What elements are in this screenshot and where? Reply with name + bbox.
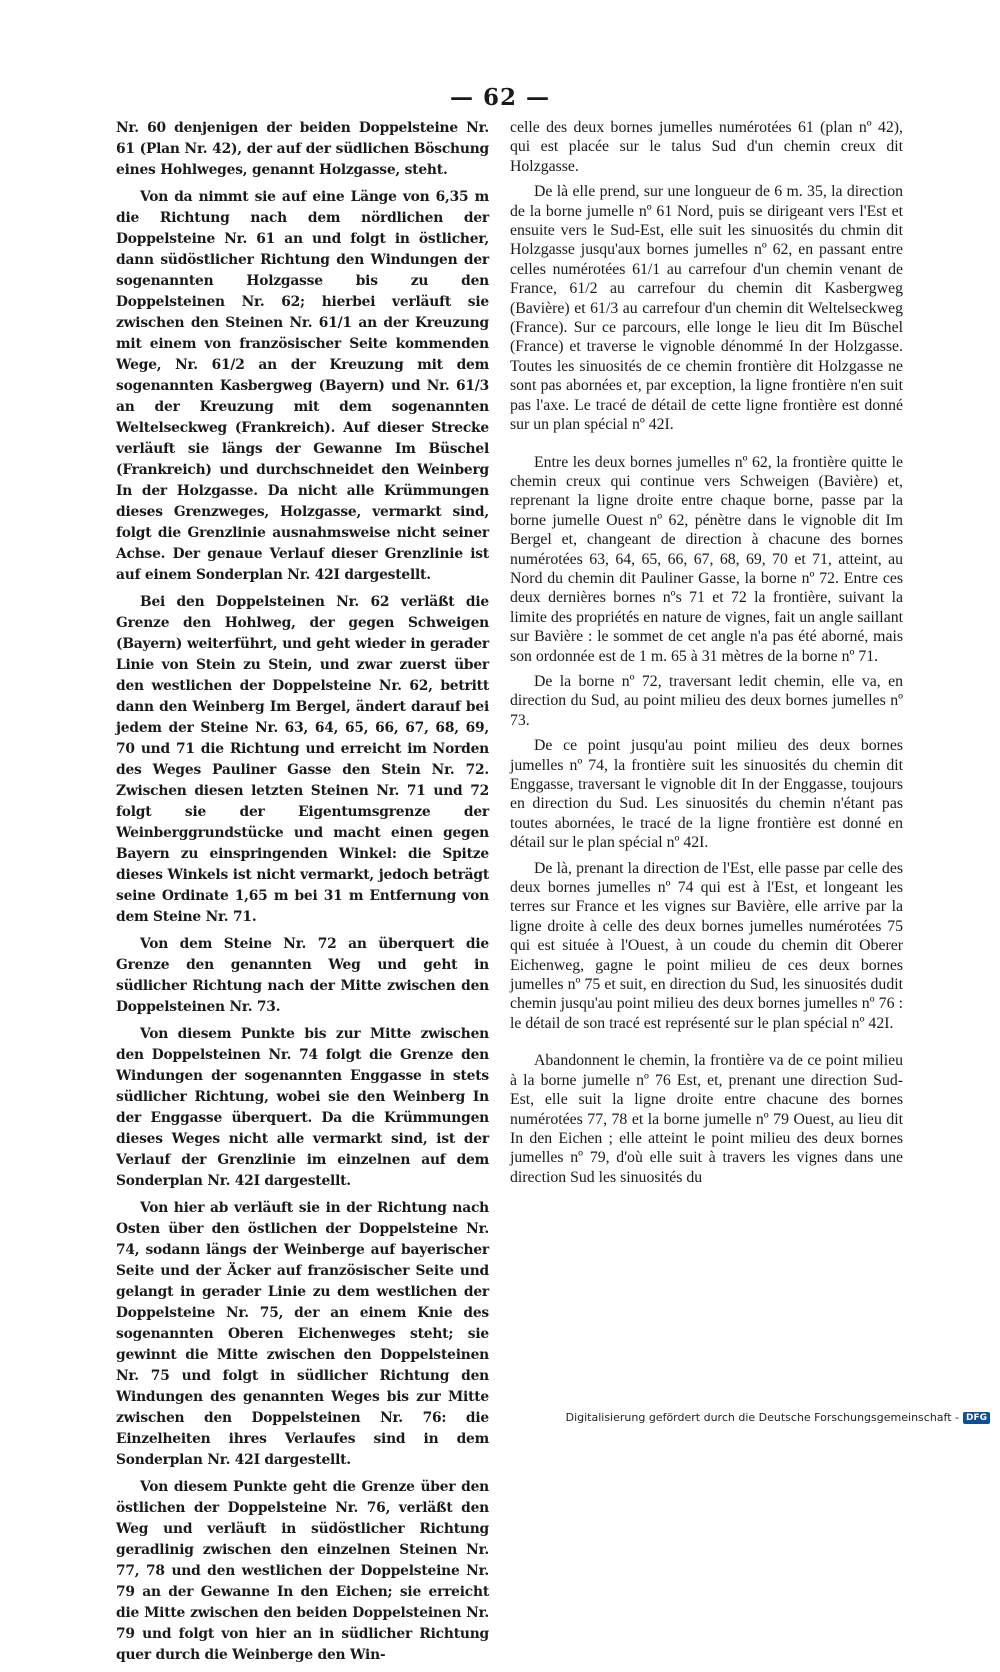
german-paragraph: Von diesem Punkte geht die Grenze über den östlichen der Doppelsteine Nr. 76, verläßt den Weg und verläuft in südöstlicher Richtung geradlinig zwischen den einzelnen Steinen Nr. 77, 78 und den westlichen der Doppelsteine Nr. 79 an der Gewanne In den Eichen; sie erreicht die Mitte zwischen den beiden Doppelsteinen Nr. 79 und folgt von hier an in südlicher Richtung quer durch die Weinberge den Win- bbox=[116, 1479, 489, 1663]
french-paragraph: De ce point jusqu'au point milieu des deux bornes jumelles nº 74, la frontière suit les sinuosités du chemin dit Enggasse, traversant le vignoble dit In der Enggasse, toujours en direction du Sud. Les sinuosités du chemin n'étant pas toutes abornées, le tracé de la ligne frontière est donné en détail sur le plan spécial nº 42I. bbox=[510, 737, 903, 852]
page-number: — 62 — bbox=[449, 84, 551, 111]
french-column bbox=[510, 118, 903, 1193]
german-paragraph: Bei den Doppelsteinen Nr. 62 verläßt die Grenze den Hohlweg, der gegen Schweigen (Bayern) weiterführt, und geht wieder in gerader Linie von Stein zu Stein, und zwar zuerst über den westlichen der Doppelsteine Nr. 62, betritt dann den Weinberg Im Bergel, ändert darauf bei jedem der Steine Nr. 63, 64, 65, 66, 67, 68, 69, 70 und 71 die Richtung und erreicht im Norden des Weges Pauliner Gasse den Stein Nr. 72. Zwischen diesen letzten Steinen Nr. 71 und 72 folgt sie der Eigentumsgrenze der Weinberggrundstücke und macht einen gegen Bayern zu einspringenden Winkel: die Spitze dieses Winkels ist nicht vermarkt, jedoch beträgt seine Ordinate 1,65 m bei 31 m Entfernung von dem Steine Nr. 71. bbox=[116, 594, 489, 925]
french-paragraph: De la borne nº 72, traversant ledit chemin, elle va, en direction du Sud, au point milieu des deux bornes jumelles nº 73. bbox=[510, 672, 903, 729]
german-paragraph: Von diesem Punkte bis zur Mitte zwischen den Doppelsteinen Nr. 74 folgt die Grenze den Windungen der sogenannten Enggasse in stets südlicher Richtung, wobei sie den Weinberg In der Enggasse überquert. Da die Krümmungen dieses Weges nicht alle vermarkt sind, ist der Verlauf der Grenzlinie im einzelnen auf dem Sonderplan Nr. 42I dargestellt. bbox=[116, 1026, 489, 1189]
french-paragraph: De là elle prend, sur une longueur de 6 m. 35, la direction de la borne jumelle nº 61 Nord, puis se dirigeant vers l'Est et ensuite vers le Sud-Est, elle suit les sinuosités du chmin dit Holzgasse jusqu'aux bornes jumelles nº 62, en passant entre celles numérotées 61/1 au carrefour d'un chemin venant de France, 61/2 au carrefour du chemin dit Kasbergweg (Bavière) et 61/3 au carrefour d'un chemin dit Weltelseckweg (France). Sur ce parcours, elle longe le lieu dit Im Büschel (France) et traverse le vignoble dénommé In der Holzgasse. Toutes les sinuosités de ce chemin frontière dit Holzgasse ne sont pas abornées et, par exception, la ligne frontière n'en suit pas l'axe. Le tracé de détail de cette ligne frontière est donné sur un plan spécial nº 42I. bbox=[510, 183, 903, 434]
german-paragraph: Von dem Steine Nr. 72 an überquert die Grenze den genannten Weg und geht in südlicher Richtung nach der Mitte zwischen den Doppelsteinen Nr. 73. bbox=[116, 936, 489, 1015]
digitization-footer bbox=[566, 1411, 990, 1424]
french-paragraph: De là, prenant la direction de l'Est, elle passe par celle des deux bornes jumelles nº 74 qui est à l'Est, et longeant les terres sur France et les vignes sur Bavière, elle arrive par la ligne droite à celle des deux bornes jumelles numérotées 75 qui est située à l'Ouest, à un coude du chemin dit Oberer Eichenweg, gagne le point milieu de ces deux bornes jumelles nº 75 et suit, en direction du Sud, les sinuosités dudit chemin jusqu'au point milieu des deux bornes jumelles nº 76 : le détail de son tracé est représenté sur le plan spécial nº 42I. bbox=[510, 859, 903, 1032]
french-paragraph: celle des deux bornes jumelles numérotées 61 (plan nº 42), qui est placée sur le talus Sud d'un chemin creux dit Holzgasse. bbox=[510, 119, 903, 175]
german-paragraph: Nr. 60 denjenigen der beiden Doppelsteine Nr. 61 (Plan Nr. 42), der auf der südlichen Böschung eines Hohlweges, genannt Holzgasse, steht. bbox=[116, 120, 489, 178]
german-paragraph: Von hier ab verläuft sie in der Richtung nach Osten über den östlichen der Doppelsteine Nr. 74, sodann längs der Weinberge auf bayerischer Seite und der Äcker auf französischer Seite und gelangt in gerader Linie zu dem westlichen der Doppelsteine Nr. 75, der an einem Knie des sogenannten Oberen Eichenweges steht; sie gewinnt die Mitte zwischen den Doppelsteinen Nr. 75 und folgt in südlicher Richtung den Windungen des genannten Weges bis zur Mitte zwischen den Doppelsteinen Nr. 76: die Einzelheiten ihres Verlaufes sind in dem Sonderplan Nr. 42I dargestellt. bbox=[116, 1200, 489, 1468]
french-paragraph: Entre les deux bornes jumelles nº 62, la frontière quitte le chemin creux qui continue vers Schweigen (Bavière) et, reprenant la ligne droite entre chaque borne, passe par la borne jumelle Ouest nº 62, pénètre dans le vignoble dit Im Bergel et, changeant de direction à chacune des bornes numérotées 63, 64, 65, 66, 67, 68, 69, 70 et 71, atteint, au Nord du chemin dit Pauliner Gasse, la borne nº 72. Entre ces deux dernières bornes nºs 71 et 72 la frontière, suivant la limite des propriétés en nature de vignes, fait un angle saillant sur Bavière : le sommet de cet angle n'a pas été aborné, mais son ordonnée est de 1 m. 65 à 31 mètres de la borne nº 71. bbox=[510, 453, 903, 665]
footer-text: Digitalisierung gefördert durch die Deutsche Forschungsgemeinschaft - bbox=[565, 1411, 959, 1424]
german-paragraph: Von da nimmt sie auf eine Länge von 6,35 m die Richtung nach dem nördlichen der Doppelsteine Nr. 61 an und folgt in östlicher, dann südöstlicher Richtung den Windungen der sogenannten Holzgasse bis zu den Doppelsteinen Nr. 62; hierbei verläuft sie zwischen den Steinen Nr. 61/1 an der Kreuzung mit einem von französischer Seite kommenden Wege, Nr. 61/2 an der Kreuzung mit dem sogenannten Kasbergweg (Bayern) und Nr. 61/3 an der Kreuzung mit dem sogenannten Weltelseckweg (Frankreich). Auf dieser Strecke verläuft sie längs der Gewanne Im Büschel (Frankreich) und durchschneidet den Weinberg In der Holzgasse. Da nicht alle Krümmungen dieses Grenzweges, Holzgasse, vermarkt sind, folgt die Grenzlinie ausnahmsweise nicht seiner Achse. Der genaue Verlauf dieser Grenzlinie ist auf einem Sonderplan Nr. 42I dargestellt. bbox=[116, 189, 489, 583]
german-column bbox=[116, 118, 489, 1672]
french-paragraph: Abandonnent le chemin, la frontière va de ce point milieu à la borne jumelle nº 76 Est, et, prenant une direction Sud-Est, elle suit la ligne droite entre chacune des bornes numérotées 77, 78 et la borne jumelle nº 79 Ouest, au lieu dit In den Eichen ; elle atteint le point milieu des deux bornes jumelles nº 79, d'où elle suit à travers les vignes dans une direction Sud les sinuosités du bbox=[510, 1052, 903, 1186]
dfg-logo-icon: DFG bbox=[963, 1412, 990, 1424]
